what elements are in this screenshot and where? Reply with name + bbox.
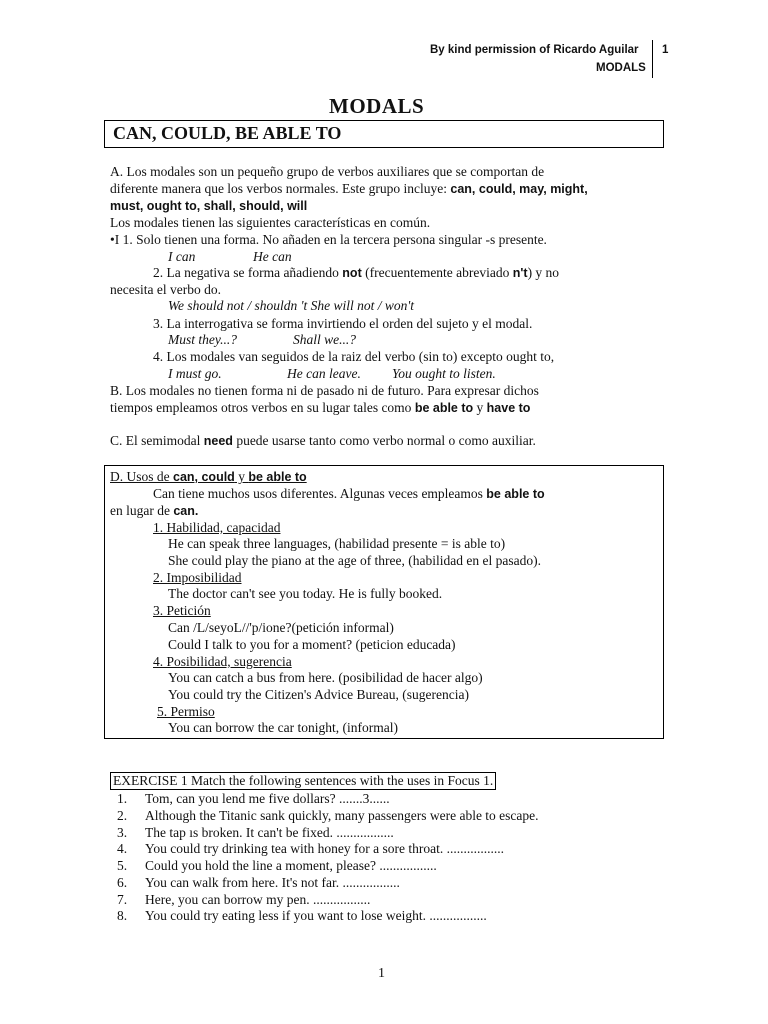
- b-line-2: tiempos empleamos otros verbos en su lugar tales como be able to y have to: [110, 400, 531, 415]
- d-heading-impossibility: 2. Imposibilidad: [153, 570, 242, 585]
- d-request-example-1: Can /L/seyoL//'p/ione?(petición informal): [168, 620, 394, 635]
- exercise-item: 2. Although the Titanic sank quickly, many passengers were able to escape.: [117, 808, 539, 823]
- a-example-must-they: Must they...?: [168, 332, 237, 347]
- header-page-number: 1: [662, 44, 669, 56]
- a-line-1: A. Los modales son un pequeño grupo de verbos auxiliares que se comportan de: [110, 164, 545, 179]
- a-line-2: diferente manera que los verbos normales. Este grupo incluye: can, could, may, might,: [110, 181, 588, 196]
- footer-page-number: 1: [378, 966, 385, 981]
- d-impossibility-example: The doctor can't see you today. He is fully booked.: [168, 586, 443, 601]
- a-line-10: 3. La interrogativa se forma invirtiendo el orden del sujeto y el modal.: [153, 316, 533, 331]
- a-line-12: 4. Los modales van seguidos de la raiz del verbo (sin to) excepto ought to,: [153, 349, 555, 364]
- a-example-can-leave: He can leave.: [287, 366, 361, 381]
- section-title: CAN, COULD, BE ABLE TO: [113, 123, 342, 143]
- header-credit: By kind permission of Ricardo Aguilar: [430, 44, 639, 56]
- a-example-he-can: He can: [253, 249, 292, 264]
- d-possibility-example-2: You could try the Citizen's Advice Bureau, (sugerencia): [168, 687, 469, 702]
- a-line-4: Los modales tienen las siguientes características en común.: [110, 215, 431, 230]
- exercise-item: 4. You could try drinking tea with honey for a sore throat. .................: [117, 841, 504, 856]
- a-example-must-go: I must go.: [168, 366, 222, 381]
- exercise-item: 6. You can walk from here. It's not far. .................: [117, 875, 400, 890]
- a-example-i-can: I can: [168, 249, 196, 264]
- exercise-item: 8. You could try eating less if you want to lose weight. .................: [117, 908, 487, 923]
- exercise-item: 7. Here, you can borrow my pen. .................: [117, 892, 371, 907]
- exercise-item: 3. The tap ıs broken. It can't be fixed. .................: [117, 825, 394, 840]
- exercise-item: 5. Could you hold the line a moment, please? .................: [117, 858, 437, 873]
- d-heading-possibility: 4. Posibilidad, sugerencia: [153, 654, 292, 669]
- d-intro-1: Can tiene muchos usos diferentes. Algunas veces empleamos be able to: [153, 486, 545, 501]
- a-example-negatives: We should not / shouldn 't She will not / won't: [168, 298, 415, 313]
- d-heading-request: 3. Petición: [153, 603, 211, 618]
- d-heading: D. Usos de can, could y be able to: [110, 469, 307, 484]
- a-example-shall-we: Shall we...?: [293, 332, 356, 347]
- d-heading-permission: 5. Permiso: [157, 704, 215, 719]
- header-divider: [652, 40, 653, 78]
- d-request-example-2: Could I talk to you for a moment? (peticion educada): [168, 637, 456, 652]
- d-heading-ability: 1. Habilidad, capacidad: [153, 520, 281, 535]
- a-line-3: must, ought to, shall, should, will: [110, 199, 308, 213]
- a-example-ought-to: You ought to listen.: [392, 366, 496, 381]
- section-title-box: [104, 120, 664, 148]
- c-line-1: C. El semimodal need puede usarse tanto como verbo normal o como auxiliar.: [110, 433, 536, 448]
- d-permission-example: You can borrow the car tonight, (informal): [168, 720, 398, 735]
- page-title: MODALS: [329, 94, 425, 118]
- a-line-7: 2. La negativa se forma añadiendo not (frecuentemente abreviado n't) y no: [153, 265, 560, 280]
- header-topic: MODALS: [596, 62, 646, 74]
- exercise-heading: EXERCISE 1 Match the following sentences with the uses in Focus 1.: [110, 772, 496, 790]
- a-line-5: •I 1. Solo tienen una forma. No añaden en la tercera persona singular -s presente.: [110, 232, 547, 247]
- d-ability-example-2: She could play the piano at the age of three, (habilidad en el pasado).: [168, 553, 541, 568]
- a-line-8: necesita el verbo do.: [110, 282, 221, 297]
- d-possibility-example-1: You can catch a bus from here. (posibilidad de hacer algo): [168, 670, 483, 685]
- d-ability-example-1: He can speak three languages, (habilidad presente = is able to): [168, 536, 506, 551]
- b-line-1: B. Los modales no tienen forma ni de pasado ni de futuro. Para expresar dichos: [110, 383, 539, 398]
- exercise-item: 1. Tom, can you lend me five dollars? .......3......: [117, 791, 390, 806]
- d-intro-2: en lugar de can.: [110, 503, 199, 518]
